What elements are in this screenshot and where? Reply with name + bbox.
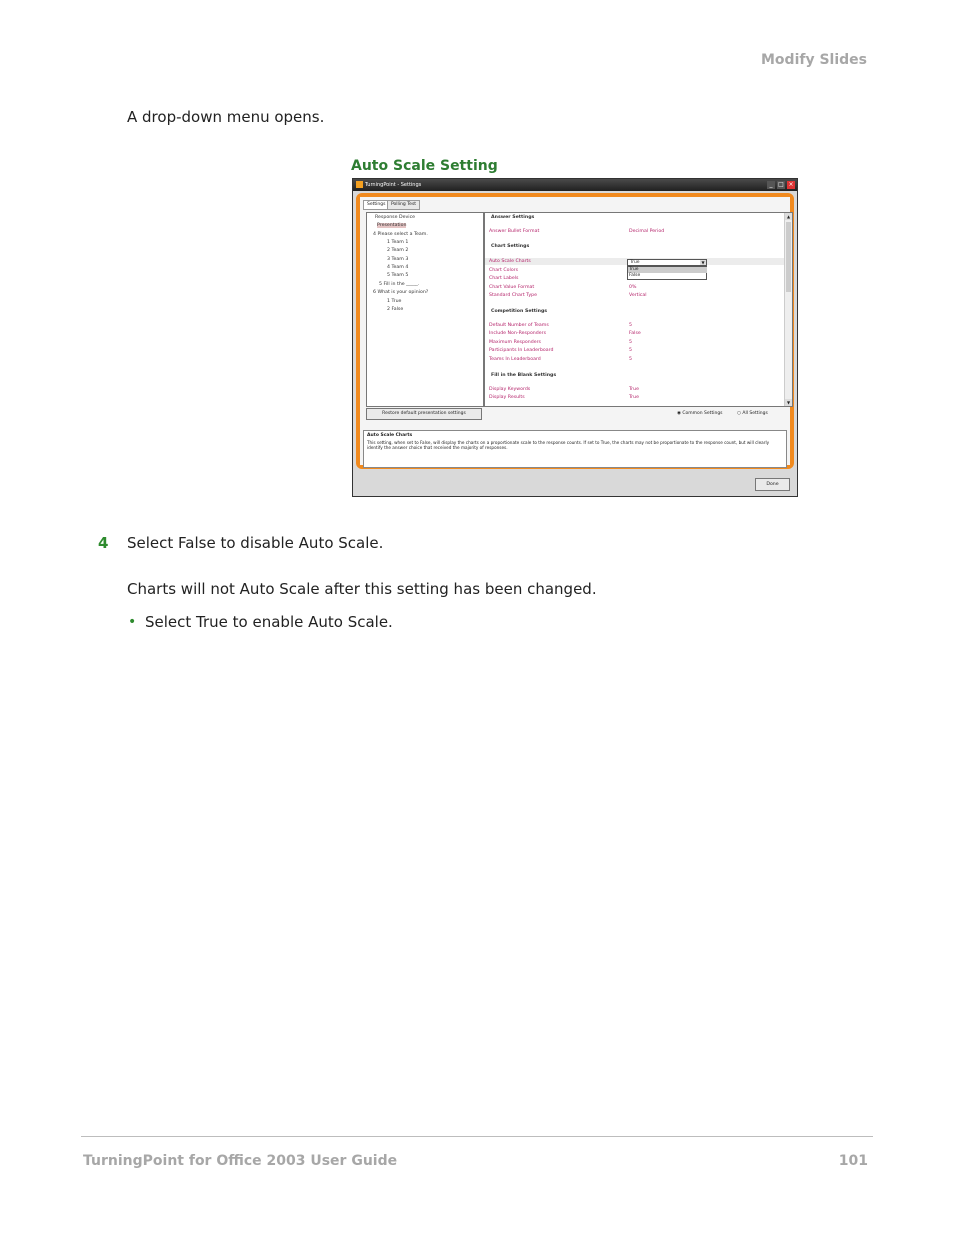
dropdown-option-false: False [629,273,641,278]
tree-item: 5 Team 5 [387,273,409,278]
tree-item: 2 False [387,307,404,312]
setting-key: Maximum Responders [489,340,542,345]
tree-item: 1 True [387,299,402,304]
tree-item: Response Device [375,215,416,220]
section-fill-blank-settings: Fill in the Blank Settings [491,373,557,378]
section-answer-settings: Answer Settings [491,215,535,220]
radio-all-settings [737,411,768,416]
scroll-thumb [786,222,791,292]
setting-value: True [629,395,639,400]
footer-divider [81,1136,873,1137]
setting-value: 5 [629,348,632,353]
presentation-tree [366,212,484,407]
radio-label: Common Settings [682,411,723,416]
setting-key: Chart Colors [489,268,519,273]
description-body: This setting, when set to False, will display the charts on a proportionate scale to the response counts. If set to True, the charts may not be proportionate to the response count, but will clearly identify the answer choice that received the majority of responses. [367,440,770,450]
window-title: TurningPoint - Settings [365,182,422,188]
settings-grid [484,212,793,407]
setting-value: 5 [629,357,632,362]
setting-key: Teams In Leaderboard [489,357,541,362]
setting-value: Vertical [629,293,647,298]
setting-value: True [629,387,639,392]
setting-key: Answer Bullet Format [489,229,540,234]
description-title: Auto Scale Charts [367,433,413,438]
section-competition-settings: Competition Settings [491,309,548,314]
bullet-icon: • [128,614,137,630]
setting-key: Auto Scale Charts [489,259,531,264]
figure-caption: Auto Scale Setting [351,158,498,174]
footer-title: TurningPoint for Office 2003 User Guide [83,1153,398,1169]
section-chart-settings: Chart Settings [491,244,530,249]
restore-defaults-button: Restore default presentation settings [366,408,482,420]
tree-item: 4 Please select a Team. [373,232,428,237]
dropdown-value: True [630,260,640,265]
tab-polling-test: Polling Test [387,200,420,210]
setting-key: Display Keywords [489,387,531,392]
tree-item: 2 Team 2 [387,248,409,253]
tab-settings: Settings [363,200,389,210]
grid-scrollbar [784,213,792,406]
setting-value: 5 [629,340,632,345]
running-header: Modify Slides [761,52,867,68]
setting-key: Chart Labels [489,276,519,281]
radio-common-settings [677,411,723,416]
window-content [360,197,790,465]
app-icon [356,181,363,188]
tree-item: 4 Team 4 [387,265,409,270]
setting-value: 0% [629,285,637,290]
setting-key: Include Non-Responders [489,331,547,336]
setting-value: Decimal Period [629,229,665,234]
setting-key: Default Number of Teams [489,323,549,328]
tree-item: 1 Team 1 [387,240,409,245]
window-titlebar [353,179,797,191]
radio-label: All Settings [742,411,768,416]
window-frame [356,193,794,469]
close-icon: × [788,181,794,188]
tree-item: Presentation [377,223,407,228]
radio-unselected-icon: ○ [737,411,743,416]
scroll-down-icon: ▼ [786,400,791,405]
setting-key: Standard Chart Type [489,293,537,298]
step-text: Select False to disable Auto Scale. [127,534,384,552]
tree-item: 6 What is your opinion? [373,290,429,295]
chevron-down-icon: ▼ [701,260,705,265]
scroll-up-icon: ▲ [786,214,791,219]
minimize-icon: _ [767,181,775,189]
dropdown-list [627,266,707,280]
bullet-text: Select True to enable Auto Scale. [145,613,393,631]
done-button: Done [755,478,790,491]
setting-key: Chart Value Format [489,285,535,290]
setting-value: 5 [629,323,632,328]
tree-item: 5 Fill in the _____. [379,282,420,287]
note-text: Charts will not Auto Scale after this setting has been changed. [127,580,597,598]
intro-text: A drop-down menu opens. [127,108,325,126]
tree-item: 3 Team 3 [387,257,409,262]
dropdown-option-true: True [628,267,707,273]
settings-window-screenshot [352,178,798,497]
page-number: 101 [838,1153,868,1169]
maximize-icon: □ [778,181,784,188]
radio-selected-icon: ◉ [677,411,683,416]
auto-scale-dropdown [627,259,707,266]
step-number: 4 [98,534,109,552]
setting-key: Participants In Leaderboard [489,348,554,353]
setting-key: Display Results [489,395,525,400]
setting-value: False [629,331,641,336]
description-panel [363,430,787,468]
